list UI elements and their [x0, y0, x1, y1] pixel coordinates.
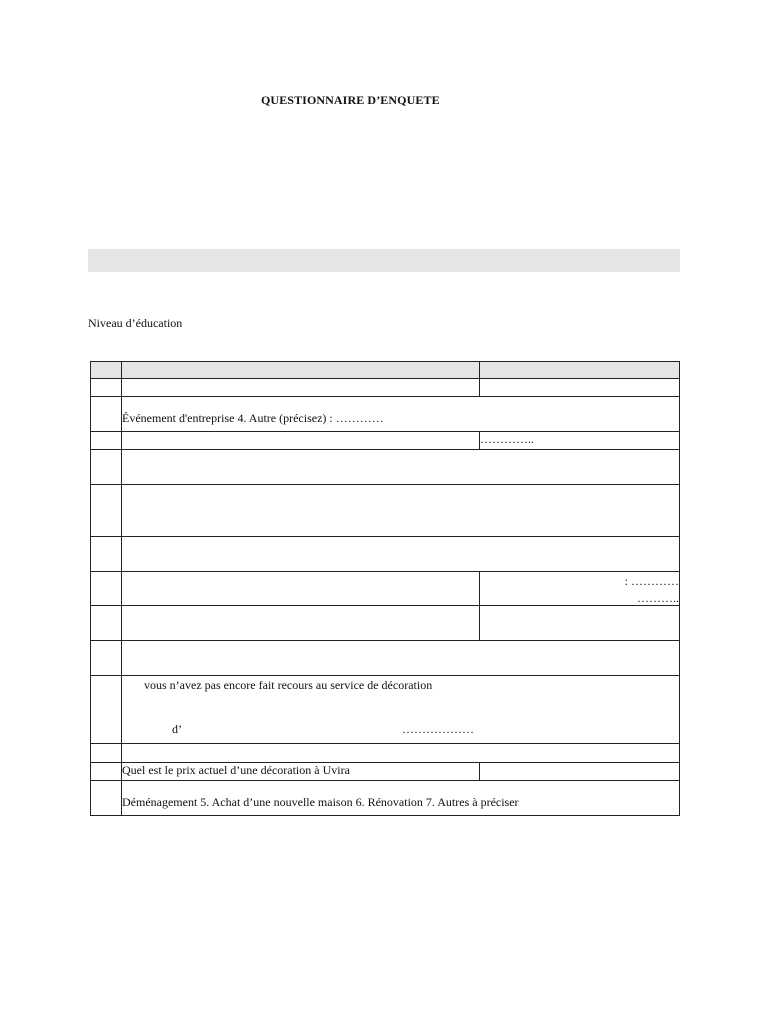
table-row: [91, 781, 680, 816]
header-answer-cell: [480, 362, 680, 379]
row-num-cell: [91, 763, 122, 781]
question-cell-price: [122, 763, 480, 781]
question-text-line-1: vous n’avez pas encore fait recours au service de décoration: [144, 678, 433, 692]
answer-dots: …………..: [480, 432, 534, 446]
table-row: [91, 572, 680, 606]
table-row: [91, 676, 680, 744]
answer-cell[interactable]: [480, 763, 680, 781]
row-num-cell: [91, 572, 122, 606]
question-text: Événement d'entreprise 4. Autre (précisez) : …………: [122, 411, 384, 425]
question-cell-event-type: [122, 397, 680, 432]
answer-cell[interactable]: [480, 432, 680, 450]
row-num-cell: [91, 641, 122, 676]
answer-line-2: ………..: [637, 591, 679, 605]
blank-gap: [182, 722, 402, 736]
answer-line-1: : …………: [624, 574, 679, 588]
question-cell: [122, 641, 680, 676]
row-num-cell: [91, 676, 122, 744]
answer-cell[interactable]: [480, 572, 680, 606]
answer-dots: ………………: [402, 722, 474, 736]
question-cell: [122, 537, 680, 572]
question-cell: [122, 744, 680, 763]
answer-cell[interactable]: [480, 606, 680, 641]
survey-table: [90, 361, 680, 816]
question-cell: [122, 432, 480, 450]
table-row: [91, 763, 680, 781]
table-row: [91, 606, 680, 641]
question-cell: [122, 606, 480, 641]
row-num-cell: [91, 450, 122, 485]
question-cell: [122, 572, 480, 606]
row-num-cell: [91, 781, 122, 816]
row-num-cell: [91, 606, 122, 641]
question-cell: [122, 485, 680, 537]
section-label-education: Niveau d’éducation: [88, 316, 183, 330]
row-num-cell: [91, 744, 122, 763]
table-row: [91, 379, 680, 397]
question-text: Quel est le prix actuel d’une décoration à Uvira: [122, 763, 350, 777]
table-row: [91, 450, 680, 485]
question-text-prefix: d’: [172, 722, 182, 736]
question-cell-no-decoration: [122, 676, 680, 744]
row-num-cell: [91, 379, 122, 397]
question-cell-reasons: [122, 781, 680, 816]
header-num-cell: [91, 362, 122, 379]
question-text: Déménagement 5. Achat d’une nouvelle maison 6. Rénovation 7. Autres à préciser: [122, 795, 519, 809]
row-num-cell: [91, 432, 122, 450]
table-row: [91, 397, 680, 432]
row-num-cell: [91, 485, 122, 537]
question-cell: [122, 379, 480, 397]
table-row: [91, 537, 680, 572]
answer-cell[interactable]: [480, 379, 680, 397]
row-num-cell: [91, 397, 122, 432]
question-text-line-2: [122, 692, 679, 736]
table-row: [91, 432, 680, 450]
table-row: [91, 744, 680, 763]
document-title: QUESTIONNAIRE D’ENQUETE: [261, 93, 440, 107]
table-header-row: [91, 362, 680, 379]
table-row: [91, 641, 680, 676]
row-num-cell: [91, 537, 122, 572]
shaded-section-band: [88, 249, 680, 272]
header-question-cell: [122, 362, 480, 379]
table-row: [91, 485, 680, 537]
question-cell: [122, 450, 680, 485]
